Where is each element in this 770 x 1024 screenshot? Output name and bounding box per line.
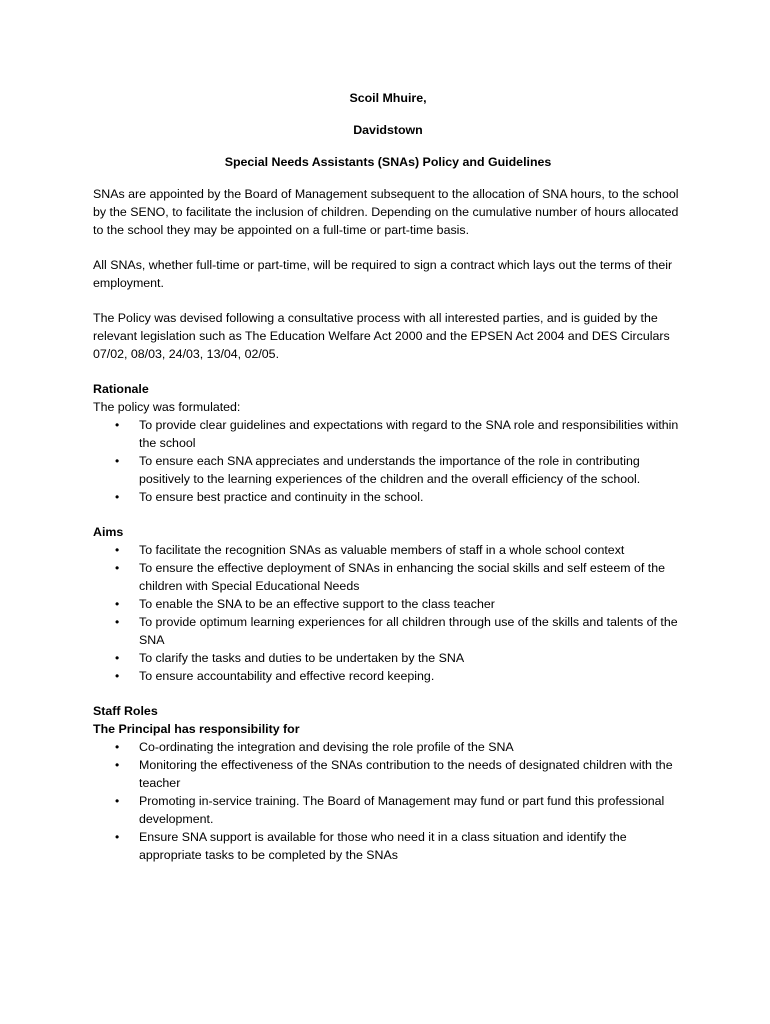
list-item: [93, 792, 683, 828]
staff-roles-heading: Staff Roles: [93, 704, 158, 718]
principal-list: [93, 738, 683, 864]
list-item: [93, 756, 683, 792]
bullet-icon: •: [115, 651, 120, 665]
school-name: Scoil Mhuire,: [349, 91, 427, 105]
list-item: [93, 649, 683, 667]
list-item: [93, 667, 683, 685]
bullet-icon: •: [115, 418, 120, 432]
document-title: Special Needs Assistants (SNAs) Policy and Guidelines: [224, 155, 552, 169]
bullet-icon: •: [115, 669, 120, 683]
list-item-text: To ensure accountability and effective record keeping.: [139, 669, 435, 683]
list-item: [93, 595, 683, 613]
bullet-icon: •: [115, 830, 120, 844]
document-body: [93, 89, 683, 864]
intro-paragraph: The Policy was devised following a consultative process with all interested parties, and is guided by the relevant legislation such as The Education Welfare Act 2000 and the EPSEN Act 2004 and DES Circulars 07/02, 08/03, 24/03, 13/04, 02/05.: [93, 311, 670, 361]
intro-paragraph: SNAs are appointed by the Board of Management subsequent to the allocation of SNA hours, to the school by the SENO, to facilitate the inclusion of children. Depending on the cumulative number of hours allocated to the school they may be appointed on a full-time or part-time basis.: [93, 187, 679, 237]
bullet-icon: •: [115, 454, 120, 468]
intro-paragraph: All SNAs, whether full-time or part-time, will be required to sign a contract which lays out the terms of their employment.: [93, 258, 673, 290]
bullet-icon: •: [115, 615, 120, 629]
list-item-text: To ensure each SNA appreciates and understands the importance of the role in contributing positively to the learning experiences of the children and the overall efficiency of the school.: [139, 454, 641, 486]
rationale-section: [93, 380, 683, 506]
bullet-icon: •: [115, 758, 120, 772]
rationale-list: [93, 416, 683, 506]
list-item-text: To provide optimum learning experiences for all children through use of the skills and talents of the SNA: [139, 615, 678, 647]
bullet-icon: •: [115, 490, 120, 504]
list-item-text: Promoting in-service training. The Board of Management may fund or part fund this professional development.: [139, 794, 665, 826]
list-item-text: To enable the SNA to be an effective support to the class teacher: [139, 597, 495, 611]
list-item-text: To clarify the tasks and duties to be undertaken by the SNA: [139, 651, 465, 665]
bullet-icon: •: [115, 543, 120, 557]
school-town: Davidstown: [353, 123, 423, 137]
list-item: [93, 738, 683, 756]
bullet-icon: •: [115, 561, 120, 575]
list-item-text: To ensure best practice and continuity in the school.: [139, 490, 424, 504]
list-item: [93, 416, 683, 452]
staff-roles-section: [93, 702, 683, 864]
rationale-heading: Rationale: [93, 382, 149, 396]
list-item-text: To facilitate the recognition SNAs as valuable members of staff in a whole school context: [139, 543, 625, 557]
list-item-text: To provide clear guidelines and expectations with regard to the SNA role and responsibilities within the school: [139, 418, 679, 450]
bullet-icon: •: [115, 740, 120, 754]
aims-list: [93, 541, 683, 685]
aims-heading: Aims: [93, 525, 124, 539]
list-item: [93, 541, 683, 559]
list-item-text: Ensure SNA support is available for those who need it in a class situation and identify the appropriate tasks to be completed by the SNAs: [139, 830, 627, 862]
list-item: [93, 559, 683, 595]
list-item-text: Monitoring the effectiveness of the SNAs contribution to the needs of designated children with the teacher: [139, 758, 673, 790]
bullet-icon: •: [115, 794, 120, 808]
rationale-lead: The policy was formulated:: [93, 400, 241, 414]
principal-subheading: The Principal has responsibility for: [93, 722, 300, 736]
list-item: [93, 828, 683, 864]
aims-section: [93, 523, 683, 685]
list-item-text: To ensure the effective deployment of SNAs in enhancing the social skills and self esteem of the children with Special Educational Needs: [139, 561, 665, 593]
list-item-text: Co-ordinating the integration and devising the role profile of the SNA: [139, 740, 514, 754]
list-item: [93, 613, 683, 649]
list-item: [93, 488, 683, 506]
list-item: [93, 452, 683, 488]
bullet-icon: •: [115, 597, 120, 611]
